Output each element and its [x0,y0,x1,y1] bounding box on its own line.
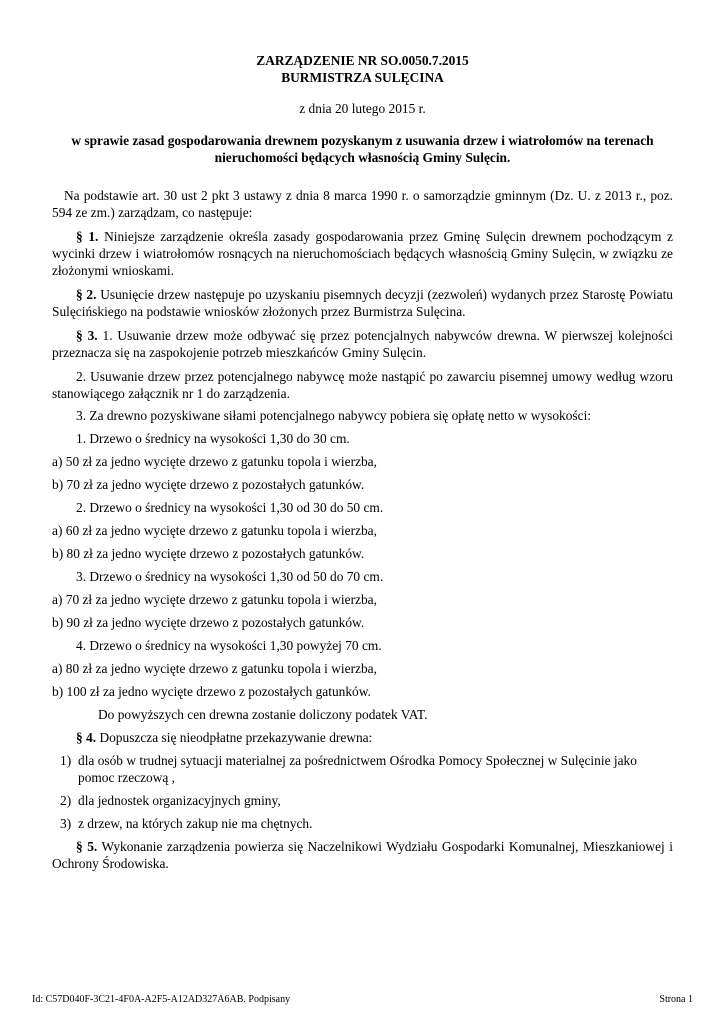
document-page [52,52,673,872]
price-group-3-a: a) 70 zł za jedno wycięte drzewo z gatunku topola i wierzba, [52,592,377,607]
section-1-text: Niniejsze zarządzenie określa zasady gospodarowania przez Gminę Sulęcin drewnem pochodzącym z wycinki drzew i wiatrołomów rosnących na nieruchomościach będących własnością Gminy Sulęcin, w związku ze złożonymi wnioskami. [52,229,673,278]
section-4-item-3-text: z drzew, na których zakup nie ma chętnych. [78,816,313,831]
section-2 [52,286,673,320]
section-4-item-1-number: 1) [60,753,72,768]
price-group-4-b: b) 100 zł za jedno wycięte drzewo z pozostałych gatunków. [52,684,371,699]
footer-page-number: Strona 1 [659,994,693,1005]
section-1-mark: § 1. [76,229,99,244]
price-group-4-heading: 4. Drzewo o średnicy na wysokości 1,30 powyżej 70 cm. [76,638,382,653]
footer-document-id: Id: C57D040F-3C21-4F0A-A2F5-A12AD327A6AB. Podpisany [32,994,291,1005]
section-5-mark: § 5. [76,839,98,854]
price-group-2-a: a) 60 zł za jedno wycięte drzewo z gatunku topola i wierzba, [52,523,377,538]
section-3-point-2: 2. Usuwanie drzew przez potencjalnego nabywcę może nastąpić po zawarciu pisemnej umowy według wzoru stanowiącego załącznik nr 1 do zarządzenia. [52,369,673,401]
section-4-mark: § 4. [76,730,97,745]
section-4-item-2-number: 2) [60,793,72,808]
section-4-item-2-text: dla jednostek organizacyjnych gminy, [78,793,281,808]
section-4-item-3 [52,815,673,832]
document-issuer: BURMISTRZA SULĘCINA [281,70,444,85]
section-3-point-1: 1. Usuwanie drzew może odbywać się przez potencjalnych nabywców drewna. W pierwszej kolejności przeznacza się na zaspokojenie potrzeb mieszkańców Gminy Sulęcin. [52,328,673,360]
price-group-1-a: a) 50 zł za jedno wycięte drzewo z gatunku topola i wierzba, [52,454,377,469]
price-group-1-b: b) 70 zł za jedno wycięte drzewo z pozostałych gatunków. [52,477,365,492]
section-3 [52,327,673,361]
document-date: z dnia 20 lutego 2015 r. [299,101,426,116]
section-5-text: Wykonanie zarządzenia powierza się Naczelnikowi Wydziału Gospodarki Komunalnej, Mieszkaniowej i Ochrony Środowiska. [52,839,673,871]
section-4-item-2 [52,792,673,809]
document-subject [52,132,673,166]
section-2-mark: § 2. [76,287,97,302]
subject-line-2: nieruchomości będących własnością Gminy Sulęcin. [214,150,511,165]
section-4-item-1-text: dla osób w trudnej sytuacji materialnej za pośrednictwem Ośrodka Pomocy Społecznej w Sulęcinie jako pomoc rzeczową , [78,753,637,785]
section-2-text: Usunięcie drzew następuje po uzyskaniu pisemnych decyzji (zezwoleń) wydanych przez Starostę Powiatu Sulęcińskiego na podstawie wniosków złożonych przez Burmistrza Sulęcina. [52,287,673,319]
section-4-item-1 [52,752,673,786]
section-1 [52,228,673,279]
document-heading [52,52,673,86]
section-5 [52,838,673,872]
section-4-text: Dopuszcza się nieodpłatne przekazywanie drewna: [96,730,373,745]
price-group-3-heading: 3. Drzewo o średnicy na wysokości 1,30 od 50 do 70 cm. [76,569,384,584]
price-group-2-b: b) 80 zł za jedno wycięte drzewo z pozostałych gatunków. [52,546,365,561]
price-group-1-heading: 1. Drzewo o średnicy na wysokości 1,30 do 30 cm. [76,431,350,446]
document-title: ZARZĄDZENIE NR SO.0050.7.2015 [256,53,469,68]
section-3-mark: § 3. [76,328,98,343]
intro-paragraph: Na podstawie art. 30 ust 2 pkt 3 ustawy z dnia 8 marca 1990 r. o samorządzie gminnym (Dz. U. z 2013 r., poz. 594 ze zm.) zarządzam, co następuje: [52,188,673,220]
vat-note: Do powyższych cen drewna zostanie doliczony podatek VAT. [98,707,428,722]
section-4-item-3-number: 3) [60,816,72,831]
price-group-4-a: a) 80 zł za jedno wycięte drzewo z gatunku topola i wierzba, [52,661,377,676]
price-group-3-b: b) 90 zł za jedno wycięte drzewo z pozostałych gatunków. [52,615,365,630]
section-4 [52,729,673,746]
section-3-point-3: 3. Za drewno pozyskiwane siłami potencjalnego nabywcy pobiera się opłatę netto w wysokości: [76,408,592,423]
price-group-2-heading: 2. Drzewo o średnicy na wysokości 1,30 od 30 do 50 cm. [76,500,384,515]
subject-line-1: w sprawie zasad gospodarowania drewnem pozyskanym z usuwania drzew i wiatrołomów na terenach [71,133,654,148]
